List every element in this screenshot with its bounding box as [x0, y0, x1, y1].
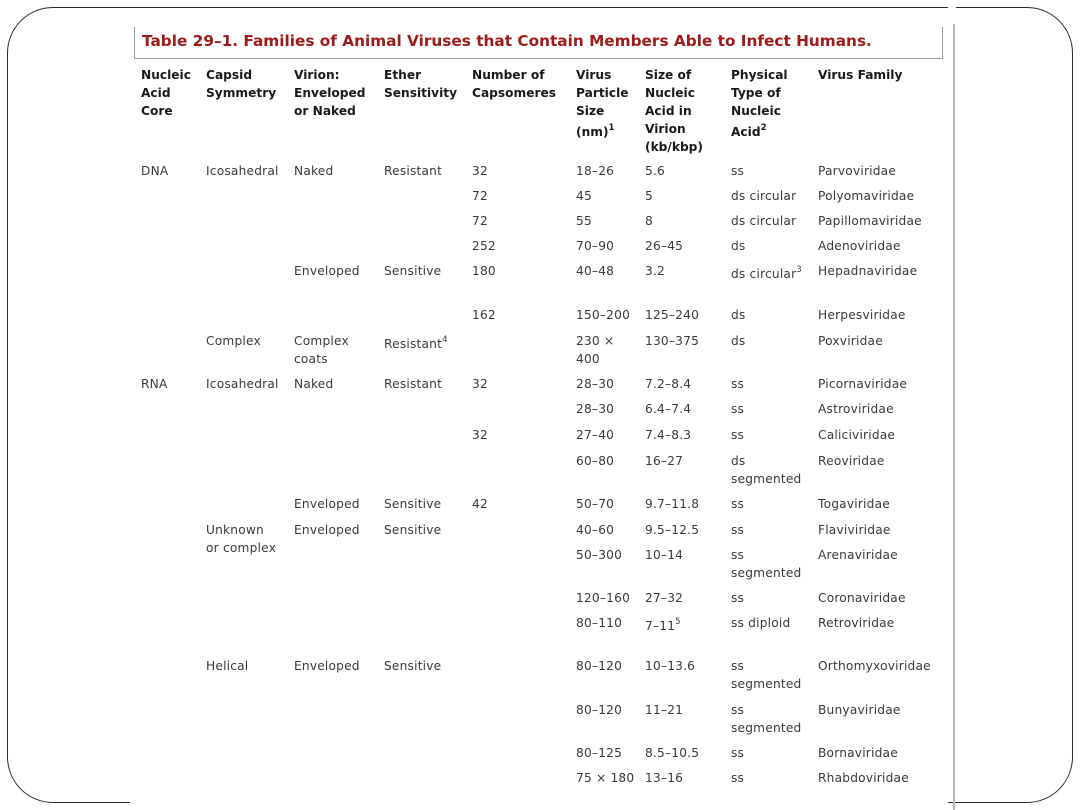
- cell-nucleic-type: ss segmented: [731, 548, 802, 580]
- cell-nucleic-type: ss: [731, 497, 745, 511]
- cell-ether: Sensitive: [384, 659, 442, 673]
- cell-virus-family: Astroviridae: [818, 402, 894, 416]
- cell-virus-family: Orthomyxoviridae: [818, 659, 931, 673]
- cell-capsomeres: 72: [472, 214, 488, 228]
- cell-particle-size: 18–26: [576, 164, 615, 178]
- cell-nucleic-type: ds: [731, 308, 746, 322]
- cell-virion: Complex coats: [294, 334, 349, 366]
- cell-nucleic-size: 8: [645, 214, 653, 228]
- cell-capsomeres: 162: [472, 308, 496, 322]
- footnote-marker: 2: [760, 123, 767, 133]
- slide-frame: [7, 7, 1073, 803]
- cell-virion: Naked: [294, 164, 334, 178]
- header-virion: Virion: Enveloped or Naked: [294, 68, 366, 118]
- cell-nucleic-size: 7.4–8.3: [645, 428, 692, 442]
- cell-ether: Sensitive: [384, 523, 442, 537]
- cell-virion: Enveloped: [294, 523, 360, 537]
- cell-nucleic-size: 16–27: [645, 454, 684, 468]
- header-virus-family: Virus Family: [818, 68, 903, 82]
- cell-ether: Sensitive: [384, 497, 442, 511]
- cell-particle-size: 120–160: [576, 591, 631, 605]
- cell-particle-size: 80–120: [576, 703, 623, 717]
- footnote-marker: 1: [608, 123, 615, 133]
- cell-ether: Resistant$^4$: [384, 335, 448, 352]
- cell-capsid: Complex: [206, 334, 261, 348]
- cell-virus-family: Herpesviridae: [818, 308, 906, 322]
- cell-nucleic-size: 9.5–12.5: [645, 523, 700, 537]
- cell-virus-family: Caliciviridae: [818, 428, 896, 442]
- header-nucleic-acid-core: Nucleic Acid Core: [141, 68, 191, 118]
- cell-core: RNA: [141, 377, 168, 391]
- cell-nucleic-size: 10–14: [645, 548, 684, 562]
- cell-particle-size: 55: [576, 214, 592, 228]
- cell-particle-size: 75 × 180: [576, 771, 635, 785]
- cell-capsid: Icosahedral: [206, 377, 279, 391]
- cell-capsid: Unknown or complex: [206, 523, 276, 555]
- cell-nucleic-type: ss segmented: [731, 703, 802, 735]
- cell-virus-family: Flaviviridae: [818, 523, 891, 537]
- cell-particle-size: 28–30: [576, 377, 615, 391]
- cell-nucleic-type: ds circular: [731, 189, 797, 203]
- cell-nucleic-size: 13–16: [645, 771, 684, 785]
- cell-nucleic-type: ds circular: [731, 214, 797, 228]
- cell-nucleic-size: 5.6: [645, 164, 665, 178]
- cell-nucleic-size: 130–375: [645, 334, 700, 348]
- cell-particle-size: 50–70: [576, 497, 615, 511]
- page-edge-line: [953, 24, 955, 810]
- frame-gap-bottom: [130, 795, 948, 810]
- cell-capsid: Icosahedral: [206, 164, 279, 178]
- cell-virus-family: Arenaviridae: [818, 548, 898, 562]
- cell-nucleic-size: 5: [645, 189, 653, 203]
- cell-capsomeres: 32: [472, 428, 488, 442]
- cell-virus-family: Hepadnaviridae: [818, 264, 918, 278]
- cell-virion: Enveloped: [294, 264, 360, 278]
- cell-virus-family: Bornaviridae: [818, 746, 898, 760]
- header-capsomeres: Number of Capsomeres: [472, 68, 557, 100]
- cell-nucleic-type: ds: [731, 334, 746, 348]
- cell-nucleic-size: 27–32: [645, 591, 684, 605]
- cell-nucleic-size: 6.4–7.4: [645, 402, 692, 416]
- cell-virus-family: Retroviridae: [818, 616, 895, 630]
- cell-ether: Resistant: [384, 377, 443, 391]
- cell-virus-family: Adenoviridae: [818, 239, 901, 253]
- cell-particle-size: 80–110: [576, 616, 623, 630]
- cell-particle-size: 230 × 400: [576, 334, 615, 366]
- cell-particle-size: 27–40: [576, 428, 615, 442]
- cell-nucleic-type: ss: [731, 591, 745, 605]
- header-particle-size: [576, 66, 629, 141]
- cell-particle-size: 60–80: [576, 454, 615, 468]
- cell-nucleic-type: ss: [731, 402, 745, 416]
- cell-particle-size: 80–120: [576, 659, 623, 673]
- cell-nucleic-size: 11–21: [645, 703, 684, 717]
- cell-nucleic-size: $7-11^5$: [645, 617, 681, 634]
- cell-particle-size: 45: [576, 189, 592, 203]
- cell-virus-family: Papillomaviridae: [818, 214, 922, 228]
- footnote-marker: 4: [442, 335, 448, 345]
- cell-virus-family: Coronaviridae: [818, 591, 906, 605]
- cell-virus-family: Rhabdoviridae: [818, 771, 909, 785]
- cell-virion: Enveloped: [294, 497, 360, 511]
- frame-gap-top: [948, 0, 956, 23]
- cell-virus-family: Togaviridae: [818, 497, 890, 511]
- cell-capsomeres: 252: [472, 239, 496, 253]
- cell-core: DNA: [141, 164, 169, 178]
- cell-virus-family: Reoviridae: [818, 454, 885, 468]
- cell-nucleic-type: ss diploid: [731, 616, 791, 630]
- cell-capsomeres: 32: [472, 164, 488, 178]
- table-title-box: [134, 27, 943, 59]
- cell-nucleic-size: 8.5–10.5: [645, 746, 700, 760]
- footnote-marker: 3: [796, 265, 802, 275]
- cell-virion: Enveloped: [294, 659, 360, 673]
- cell-particle-size: 80–125: [576, 746, 623, 760]
- cell-nucleic-type: ds: [731, 239, 746, 253]
- cell-nucleic-type: ss: [731, 377, 745, 391]
- header-nucleic-acid-size: Size of Nucleic Acid in Virion (kb/kbp): [645, 68, 703, 154]
- cell-nucleic-type: ss: [731, 523, 745, 537]
- cell-particle-size: 40–60: [576, 523, 615, 537]
- cell-nucleic-size: 125–240: [645, 308, 700, 322]
- cell-nucleic-type: ss: [731, 746, 745, 760]
- cell-particle-size: 150–200: [576, 308, 631, 322]
- cell-virus-family: Bunyaviridae: [818, 703, 901, 717]
- cell-capsid: Helical: [206, 659, 249, 673]
- cell-capsomeres: 72: [472, 189, 488, 203]
- cell-nucleic-type: ds segmented: [731, 454, 802, 486]
- cell-nucleic-type: ds circular$^3$: [731, 265, 802, 282]
- table-title: Table 29–1. Families of Animal Viruses that Contain Members Able to Infect Humans.: [142, 32, 872, 50]
- cell-virus-family: Picornaviridae: [818, 377, 908, 391]
- header-ether-sensitivity: Ether Sensitivity: [384, 68, 458, 100]
- cell-virus-family: Parvoviridae: [818, 164, 897, 178]
- cell-nucleic-type: ss: [731, 164, 745, 178]
- cell-capsomeres: 42: [472, 497, 488, 511]
- cell-nucleic-size: 10–13.6: [645, 659, 696, 673]
- cell-capsomeres: 32: [472, 377, 488, 391]
- header-particle-size-text: Virus Particle Size (nm): [576, 68, 629, 140]
- cell-nucleic-size: 7.2–8.4: [645, 377, 692, 391]
- cell-virus-family: Poxviridae: [818, 334, 883, 348]
- cell-ether: Sensitive: [384, 264, 442, 278]
- cell-virion: Naked: [294, 377, 334, 391]
- footnote-marker: 5: [675, 617, 681, 627]
- cell-particle-size: 40–48: [576, 264, 615, 278]
- cell-nucleic-type: ss: [731, 771, 745, 785]
- cell-virus-family: Polyomaviridae: [818, 189, 915, 203]
- cell-capsomeres: 180: [472, 264, 496, 278]
- cell-nucleic-size: 9.7–11.8: [645, 497, 700, 511]
- cell-nucleic-type: ss segmented: [731, 659, 802, 691]
- cell-particle-size: 70–90: [576, 239, 615, 253]
- cell-nucleic-size: 26–45: [645, 239, 684, 253]
- header-nucleic-acid-type: [731, 66, 788, 141]
- cell-ether: Resistant: [384, 164, 443, 178]
- cell-nucleic-size: 3.2: [645, 264, 665, 278]
- cell-particle-size: 28–30: [576, 402, 615, 416]
- header-capsid-symmetry: Capsid Symmetry: [206, 68, 277, 100]
- cell-particle-size: 50–300: [576, 548, 623, 562]
- cell-nucleic-type: ss: [731, 428, 745, 442]
- header-nucleic-acid-type-text: Physical Type of Nucleic Acid: [731, 68, 788, 140]
